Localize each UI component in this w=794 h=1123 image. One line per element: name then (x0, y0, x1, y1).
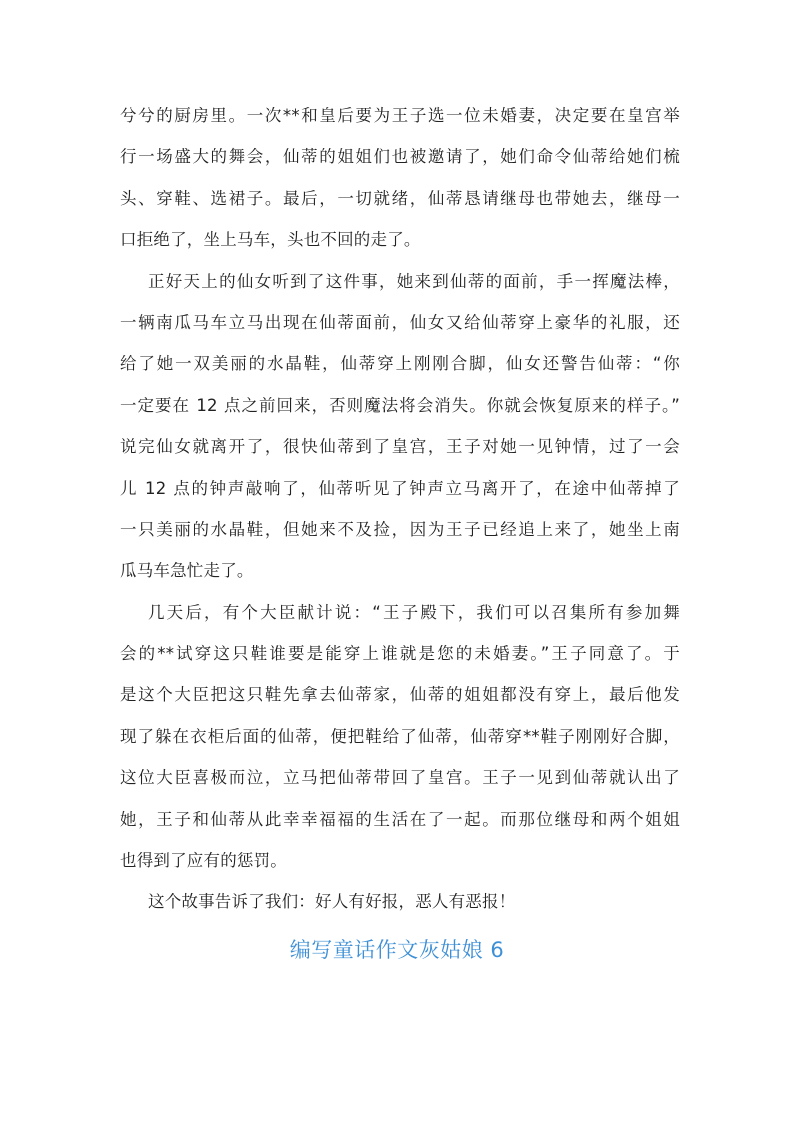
text-line: 几天后，有个大臣献计说：“王子殿下，我们可以召集所有参加舞 (148, 602, 680, 622)
text-line: 会的**试穿这只鞋谁要是能穿上谁就是您的未婚妻。”王子同意了。于 (120, 644, 680, 664)
text-line: 兮兮的厨房里。一次**和皇后要为王子选一位未婚妻，决定要在皇宫举 (120, 106, 680, 125)
text-line: 给了她一双美丽的水晶鞋，仙蒂穿上刚刚合脚，仙女还警告仙蒂：“你 (120, 354, 680, 374)
text-line: 也得到了应有的惩罚。 (120, 851, 287, 871)
text-line: 一定要在 12 点之前回来，否则魔法将会消失。你就会恢复原来的样子。” (120, 395, 680, 415)
text-line: 现了躲在衣柜后面的仙蒂，便把鞋给了仙蒂，仙蒂穿**鞋子刚刚好合脚， (120, 726, 680, 746)
story-text (120, 102, 680, 930)
text-line: 行一场盛大的舞会，仙蒂的姐姐们也被邀请了，她们命令仙蒂给她们梳 (120, 147, 680, 167)
text-line: 一辆南瓜马车立马出现在仙蒂面前，仙女又给仙蒂穿上豪华的礼服，还 (120, 312, 680, 332)
text-line: 瓜马车急忙走了。 (120, 561, 254, 581)
text-line: 口拒绝了，坐上马车，头也不回的走了。 (120, 230, 421, 250)
text-line: 这位大臣喜极而泣，立马把仙蒂带回了皇宫。王子一见到仙蒂就认出了 (120, 768, 680, 788)
text-line: 头、穿鞋、选裙子。最后，一切就绪，仙蒂恳请继母也带她去，继母一 (120, 188, 680, 208)
text-line: 这个故事告诉了我们：好人有好报，恶人有恶报！ (148, 892, 516, 912)
text-line: 一只美丽的水晶鞋，但她来不及捡，因为王子已经追上来了，她坐上南 (120, 519, 680, 539)
text-line: 儿 12 点的钟声敲响了，仙蒂听见了钟声立马离开了，在途中仙蒂掉了 (120, 478, 680, 498)
text-line: 说完仙女就离开了，很快仙蒂到了皇宫，王子对她一见钟情，过了一会 (120, 437, 680, 457)
text-line: 是这个大臣把这只鞋先拿去仙蒂家，仙蒂的姐姐都没有穿上，最后他发 (120, 685, 680, 705)
text-line: 她，王子和仙蒂从此幸幸福福的生活在了一起。而那位继母和两个姐姐 (120, 809, 680, 829)
text-line: 正好天上的仙女听到了这件事，她来到仙蒂的面前，手一挥魔法棒， (148, 271, 680, 291)
section-heading: 编写童话作文灰姑娘 6 (289, 938, 505, 962)
